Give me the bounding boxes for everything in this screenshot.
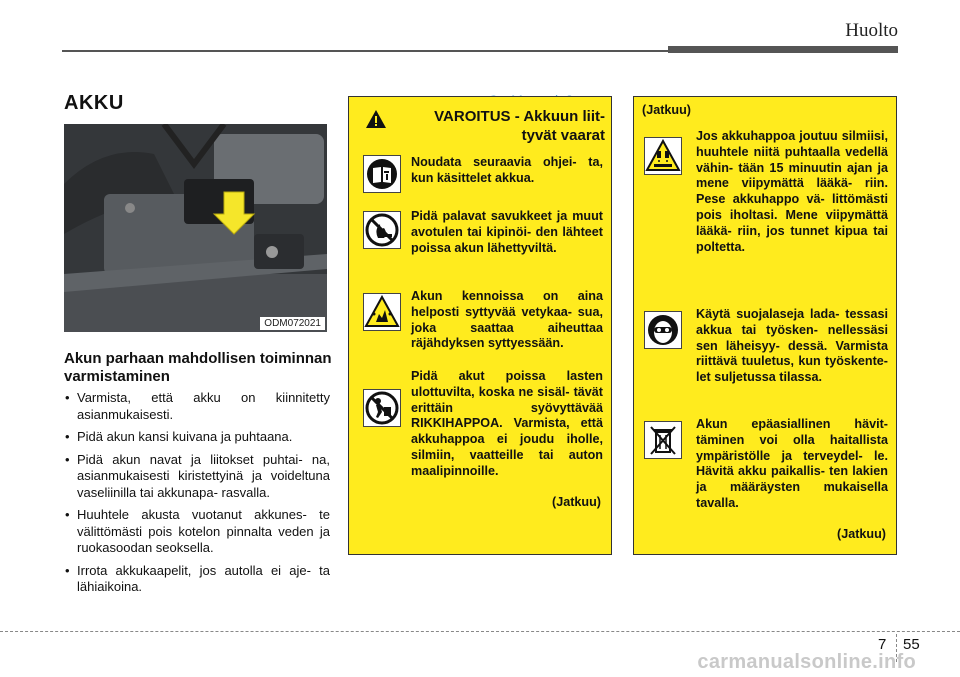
chapter-number: 7 — [878, 636, 887, 653]
warning-entry-text: Noudata seuraavia ohjei- ta, kun käsittelet akkua. — [411, 155, 603, 185]
bullet-item: • Irrota akkukaapelit, jos autolla ei aje- ta lähiaikoina. — [64, 563, 330, 596]
warning-entry-text: Pidä akut poissa lasten ulottuvilta, koska ne sisäl- tävät erittäin syövyttävää RIKKIHAPPOA. Varmista, että akkuhappoa ei joudu iholle, silmiin, vaatteille tai auton maalipinnoille. — [411, 369, 603, 478]
photo-caption: ODM072021 — [260, 317, 325, 330]
warning-entry-text: Käytä suojalaseja lada- tessasi akkua tai työsken- nellessäsi sen läheisyy- dessä. Varmista riittävä tuuletus, kun työskente- let suljetussa tilassa. — [696, 307, 888, 385]
footer-rule — [0, 631, 960, 632]
continued-label: (Jatkuu) — [552, 495, 601, 509]
header-rule — [62, 50, 670, 52]
bullet-item: • Varmista, että akku on kiinnitetty asianmukaisesti. — [64, 390, 330, 423]
explosion-hazard-icon — [363, 293, 401, 331]
warning-entry-text: Pidä palavat savukkeet ja muut avotulen tai kipinöi- den lähteet poissa akun lähettyviltä. — [411, 209, 603, 255]
bullet-item: • Huuhtele akusta vuotanut akkunes- te välittömästi pois kotelon pinnalta veden ja ruokasoodan seoksella. — [64, 507, 330, 557]
page-number: 55 — [903, 636, 920, 653]
header-rule-thick — [668, 46, 898, 53]
warning-triangle-icon — [365, 109, 387, 129]
warning-title-line2: tyvät vaarat — [521, 127, 605, 144]
warning-entry-text: Akun epäasiallinen hävit- täminen voi olla haitallista ympäristölle ja terveydel- le. Hävitä akku paikallis- ten lakien ja määräysten mukaisella tavalla. — [696, 417, 888, 510]
keep-away-children-icon — [363, 389, 401, 427]
bullet-list — [64, 390, 330, 602]
warning-panel-right — [633, 96, 897, 555]
continued-label: (Jatkuu) — [837, 527, 886, 541]
bullet-item: • Pidä akun navat ja liitokset puhtai- na, asianmukaisesti kiristettyinä ja voideltuna vaseliinilla tai akkunapa- rasvalla. — [64, 452, 330, 502]
no-open-flame-icon — [363, 211, 401, 249]
warning-title-line1: VAROITUS - Akkuun liit- — [434, 108, 605, 125]
warning-entry-text: Akun kennoissa on aina helposti syttyvää vetykaa- sua, joka saattaa aiheuttaa räjähdyksen syttyessään. — [411, 289, 603, 351]
subheading: Akun parhaan mahdollisen toiminnan varmistaminen — [64, 350, 332, 385]
crossed-bin-icon — [644, 421, 682, 459]
section-title: Huolto — [845, 20, 898, 41]
eye-protection-icon — [644, 311, 682, 349]
warning-entry-text: Jos akkuhappoa joutuu silmiisi, huuhtele niitä puhtaalla vedellä vähin- tään 15 minuutin ajan ja mene viipymättä lääkä- riin. Pese akkuhappo vä- littömästi pois iholtasi. Mene viipymättä lääkä- riin, jos tunnet kipua tai poltetta. — [696, 129, 888, 254]
page-title: AKKU — [64, 92, 124, 114]
corrosive-acid-icon — [644, 137, 682, 175]
bullet-item: • Pidä akun kansi kuivana ja puhtaana. — [64, 429, 330, 446]
warning-panel-left — [348, 96, 612, 555]
watermark-bottom: carmanualsonline.info — [697, 651, 916, 673]
continued-heading: (Jatkuu) — [642, 103, 691, 117]
manual-book-icon — [363, 155, 401, 193]
battery-photo — [64, 124, 327, 332]
